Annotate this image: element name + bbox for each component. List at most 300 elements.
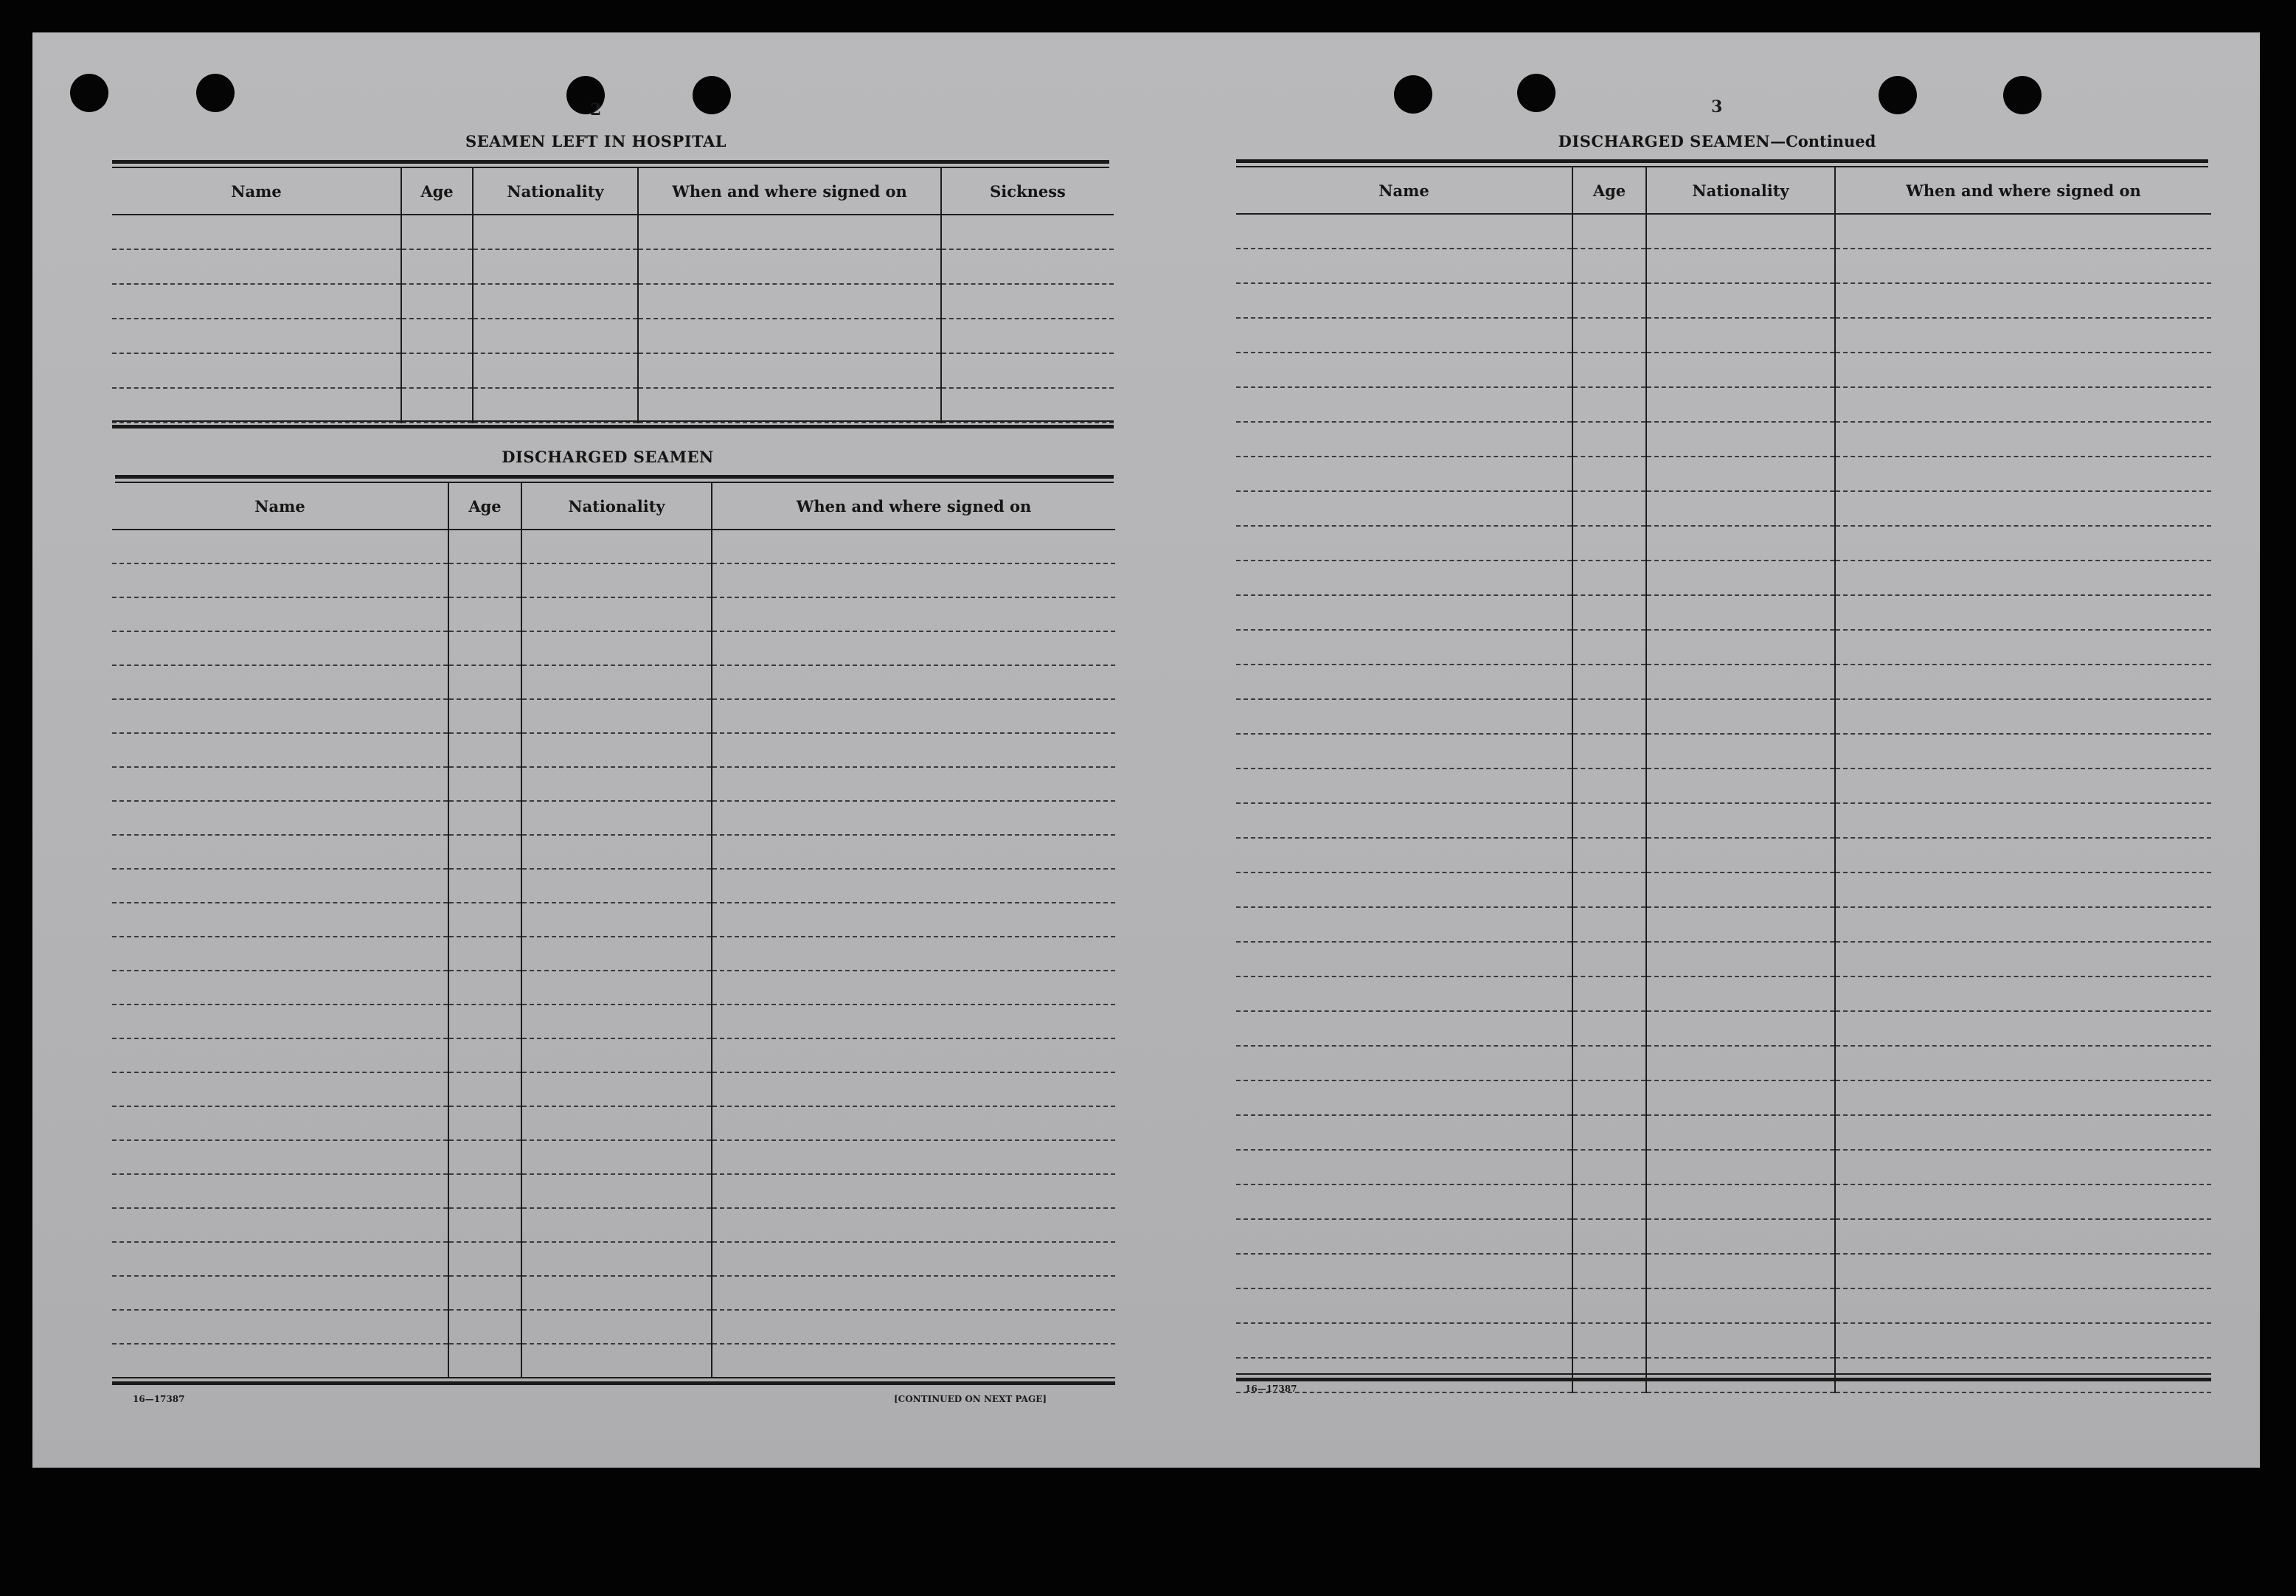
blank-entry-cell[interactable] <box>112 903 448 937</box>
blank-entry-cell[interactable] <box>1572 491 1646 526</box>
blank-entry-cell[interactable] <box>712 1140 1115 1174</box>
blank-entry-cell[interactable] <box>712 801 1115 835</box>
blank-entry-cell[interactable] <box>112 733 448 767</box>
blank-entry-cell[interactable] <box>521 1208 712 1242</box>
blank-entry-cell[interactable] <box>1646 1219 1835 1254</box>
blank-entry-cell[interactable] <box>1835 1358 2211 1392</box>
table-row <box>1236 768 2211 803</box>
blank-entry-cell[interactable] <box>1572 1219 1646 1254</box>
blank-entry-cell[interactable] <box>1835 872 2211 907</box>
blank-entry-cell[interactable] <box>112 215 401 249</box>
blank-entry-cell[interactable] <box>1236 1046 1572 1080</box>
blank-entry-cell[interactable] <box>1572 249 1646 283</box>
blank-entry-cell[interactable] <box>1572 457 1646 491</box>
blank-entry-cell[interactable] <box>1646 803 1835 838</box>
blank-entry-cell[interactable] <box>1236 768 1572 803</box>
blank-entry-cell[interactable] <box>1646 422 1835 457</box>
blank-entry-cell[interactable] <box>1646 1115 1835 1150</box>
blank-entry-cell[interactable] <box>1572 803 1646 838</box>
blank-entry-cell[interactable] <box>1236 1219 1572 1254</box>
blank-entry-cell[interactable] <box>1835 1150 2211 1184</box>
blank-entry-cell[interactable] <box>1236 422 1572 457</box>
blank-entry-cell[interactable] <box>1835 1254 2211 1288</box>
blank-entry-cell[interactable] <box>1646 768 1835 803</box>
blank-entry-cell[interactable] <box>1572 1288 1646 1323</box>
table-row <box>1236 283 2211 318</box>
blank-entry-cell[interactable] <box>1236 976 1572 1011</box>
blank-entry-cell[interactable] <box>112 971 448 1005</box>
blank-entry-cell[interactable] <box>712 1242 1115 1276</box>
blank-entry-cell[interactable] <box>1236 526 1572 561</box>
blank-entry-cell[interactable] <box>401 284 473 319</box>
blank-entry-cell[interactable] <box>521 1174 712 1208</box>
blank-entry-cell[interactable] <box>112 1072 448 1106</box>
blank-entry-cell[interactable] <box>1835 838 2211 872</box>
blank-entry-cell[interactable] <box>521 1344 712 1378</box>
blank-entry-cell[interactable] <box>401 215 473 249</box>
title-main: DISCHARGED SEAMEN <box>1558 132 1771 150</box>
blank-entry-cell[interactable] <box>1835 907 2211 942</box>
blank-entry-cell[interactable] <box>1835 595 2211 630</box>
blank-entry-cell[interactable] <box>1646 457 1835 491</box>
blank-entry-cell[interactable] <box>1572 872 1646 907</box>
table-row <box>1236 1046 2211 1080</box>
blank-entry-cell[interactable] <box>112 319 401 353</box>
blank-entry-cell[interactable] <box>712 1310 1115 1344</box>
blank-entry-cell[interactable] <box>473 284 638 319</box>
blank-entry-cell[interactable] <box>712 835 1115 869</box>
table-row <box>112 903 1115 937</box>
blank-entry-cell[interactable] <box>712 530 1115 563</box>
blank-entry-cell[interactable] <box>1236 387 1572 422</box>
blank-entry-cell[interactable] <box>1572 665 1646 699</box>
blank-entry-cell[interactable] <box>521 665 712 699</box>
blank-entry-cell[interactable] <box>112 835 448 869</box>
blank-entry-cell[interactable] <box>1572 734 1646 768</box>
blank-entry-cell[interactable] <box>1646 630 1835 665</box>
blank-entry-cell[interactable] <box>1646 907 1835 942</box>
blank-entry-cell[interactable] <box>112 1344 448 1378</box>
blank-entry-cell[interactable] <box>112 869 448 903</box>
blank-entry-cell[interactable] <box>112 1208 448 1242</box>
blank-entry-cell[interactable] <box>448 903 521 937</box>
blank-entry-cell[interactable] <box>1646 1254 1835 1288</box>
blank-entry-cell[interactable] <box>638 353 941 388</box>
blank-entry-cell[interactable] <box>521 1276 712 1310</box>
blank-entry-cell[interactable] <box>638 215 941 249</box>
blank-entry-cell[interactable] <box>521 835 712 869</box>
blank-entry-cell[interactable] <box>1835 422 2211 457</box>
blank-entry-cell[interactable] <box>1236 595 1572 630</box>
blank-entry-cell[interactable] <box>448 665 521 699</box>
blank-entry-cell[interactable] <box>712 1344 1115 1378</box>
blank-entry-cell[interactable] <box>112 249 401 284</box>
blank-entry-cell[interactable] <box>712 563 1115 597</box>
blank-entry-cell[interactable] <box>521 733 712 767</box>
blank-entry-cell[interactable] <box>1236 734 1572 768</box>
blank-entry-cell[interactable] <box>448 937 521 971</box>
blank-entry-cell[interactable] <box>1835 665 2211 699</box>
blank-entry-cell[interactable] <box>1835 1323 2211 1358</box>
blank-entry-cell[interactable] <box>1835 1288 2211 1323</box>
blank-entry-cell[interactable] <box>638 284 941 319</box>
blank-entry-cell[interactable] <box>1236 561 1572 595</box>
blank-entry-cell[interactable] <box>112 767 448 801</box>
table-row <box>1236 353 2211 387</box>
blank-entry-cell[interactable] <box>638 388 941 423</box>
blank-entry-cell[interactable] <box>712 1174 1115 1208</box>
blank-entry-cell[interactable] <box>1236 907 1572 942</box>
blank-entry-cell[interactable] <box>448 1208 521 1242</box>
blank-entry-cell[interactable] <box>712 733 1115 767</box>
blank-entry-cell[interactable] <box>1646 214 1835 249</box>
blank-entry-cell[interactable] <box>521 971 712 1005</box>
blank-entry-cell[interactable] <box>448 733 521 767</box>
blank-entry-cell[interactable] <box>1646 976 1835 1011</box>
blank-entry-cell[interactable] <box>712 1106 1115 1140</box>
blank-entry-cell[interactable] <box>712 1208 1115 1242</box>
blank-entry-cell[interactable] <box>448 699 521 733</box>
blank-entry-cell[interactable] <box>521 1140 712 1174</box>
blank-entry-cell[interactable] <box>1572 595 1646 630</box>
table-row <box>112 1005 1115 1038</box>
blank-entry-cell[interactable] <box>712 971 1115 1005</box>
table-row <box>112 1344 1115 1378</box>
blank-entry-cell[interactable] <box>1835 942 2211 976</box>
column-header: When and where signed on <box>638 168 941 215</box>
blank-entry-cell[interactable] <box>1835 214 2211 249</box>
blank-entry-cell[interactable] <box>1236 699 1572 734</box>
blank-entry-cell[interactable] <box>1835 734 2211 768</box>
blank-entry-cell[interactable] <box>473 353 638 388</box>
blank-entry-cell[interactable] <box>1572 1011 1646 1046</box>
blank-entry-cell[interactable] <box>1835 1219 2211 1254</box>
blank-entry-cell[interactable] <box>1236 1288 1572 1323</box>
blank-entry-cell[interactable] <box>1572 630 1646 665</box>
column-header: Sickness <box>941 168 1114 215</box>
blank-entry-cell[interactable] <box>473 319 638 353</box>
blank-entry-cell[interactable] <box>401 249 473 284</box>
blank-entry-cell[interactable] <box>638 319 941 353</box>
table-row <box>112 665 1115 699</box>
blank-entry-cell[interactable] <box>521 869 712 903</box>
blank-entry-cell[interactable] <box>112 1106 448 1140</box>
blank-entry-cell[interactable] <box>1572 942 1646 976</box>
form-code: 16—17387 <box>1245 1384 1297 1394</box>
blank-entry-cell[interactable] <box>448 1106 521 1140</box>
blank-entry-cell[interactable] <box>1835 803 2211 838</box>
blank-entry-cell[interactable] <box>1646 699 1835 734</box>
blank-entry-cell[interactable] <box>712 767 1115 801</box>
blank-entry-cell[interactable] <box>112 1310 448 1344</box>
blank-entry-cell[interactable] <box>712 869 1115 903</box>
blank-entry-cell[interactable] <box>712 1038 1115 1072</box>
blank-entry-cell[interactable] <box>448 1310 521 1344</box>
blank-entry-cell[interactable] <box>1236 318 1572 353</box>
blank-entry-cell[interactable] <box>1646 1080 1835 1115</box>
blank-entry-cell[interactable] <box>1236 1150 1572 1184</box>
blank-entry-cell[interactable] <box>1835 526 2211 561</box>
blank-entry-cell[interactable] <box>1646 526 1835 561</box>
blank-entry-cell[interactable] <box>941 319 1114 353</box>
blank-entry-cell[interactable] <box>712 597 1115 631</box>
blank-entry-cell[interactable] <box>1646 318 1835 353</box>
blank-entry-cell[interactable] <box>448 1005 521 1038</box>
blank-entry-cell[interactable] <box>1236 803 1572 838</box>
blank-entry-cell[interactable] <box>1835 976 2211 1011</box>
table-row <box>1236 942 2211 976</box>
blank-entry-cell[interactable] <box>1646 561 1835 595</box>
blank-entry-cell[interactable] <box>1646 942 1835 976</box>
blank-entry-cell[interactable] <box>112 530 448 563</box>
blank-entry-cell[interactable] <box>112 1242 448 1276</box>
blank-entry-cell[interactable] <box>1236 491 1572 526</box>
blank-entry-cell[interactable] <box>521 1038 712 1072</box>
blank-entry-cell[interactable] <box>1572 1323 1646 1358</box>
blank-entry-cell[interactable] <box>448 1242 521 1276</box>
blank-entry-cell[interactable] <box>112 563 448 597</box>
blank-entry-cell[interactable] <box>1835 387 2211 422</box>
blank-entry-cell[interactable] <box>448 1140 521 1174</box>
blank-entry-cell[interactable] <box>1835 768 2211 803</box>
blank-entry-cell[interactable] <box>448 1072 521 1106</box>
blank-entry-cell[interactable] <box>712 665 1115 699</box>
blank-entry-cell[interactable] <box>1236 1080 1572 1115</box>
blank-entry-cell[interactable] <box>473 215 638 249</box>
blank-entry-cell[interactable] <box>1572 1080 1646 1115</box>
blank-entry-cell[interactable] <box>1572 976 1646 1011</box>
blank-entry-cell[interactable] <box>112 1276 448 1310</box>
blank-entry-cell[interactable] <box>1646 872 1835 907</box>
blank-entry-cell[interactable] <box>521 1242 712 1276</box>
blank-entry-cell[interactable] <box>112 1140 448 1174</box>
blank-entry-cell[interactable] <box>112 597 448 631</box>
blank-entry-cell[interactable] <box>1572 561 1646 595</box>
blank-entry-cell[interactable] <box>1646 1288 1835 1323</box>
blank-entry-cell[interactable] <box>1572 907 1646 942</box>
blank-entry-cell[interactable] <box>448 1344 521 1378</box>
blank-entry-cell[interactable] <box>448 597 521 631</box>
blank-entry-cell[interactable] <box>1236 1323 1572 1358</box>
blank-entry-cell[interactable] <box>112 937 448 971</box>
blank-entry-cell[interactable] <box>1236 1115 1572 1150</box>
blank-entry-cell[interactable] <box>112 631 448 665</box>
blank-entry-cell[interactable] <box>1572 838 1646 872</box>
blank-entry-cell[interactable] <box>1572 1150 1646 1184</box>
blank-entry-cell[interactable] <box>1572 768 1646 803</box>
blank-entry-cell[interactable] <box>1572 1046 1646 1080</box>
blank-entry-cell[interactable] <box>448 835 521 869</box>
blank-entry-cell[interactable] <box>1572 1115 1646 1150</box>
blank-entry-cell[interactable] <box>1835 630 2211 665</box>
blank-entry-cell[interactable] <box>1236 1254 1572 1288</box>
blank-entry-cell[interactable] <box>1835 561 2211 595</box>
blank-entry-cell[interactable] <box>1646 1150 1835 1184</box>
table-row <box>1236 1358 2211 1392</box>
blank-entry-cell[interactable] <box>1646 1358 1835 1392</box>
blank-entry-cell[interactable] <box>521 563 712 597</box>
rule <box>112 425 1114 429</box>
blank-entry-cell[interactable] <box>1572 1358 1646 1392</box>
blank-entry-cell[interactable] <box>448 631 521 665</box>
blank-entry-cell[interactable] <box>1835 1011 2211 1046</box>
column-header: Name <box>1236 167 1572 214</box>
blank-entry-cell[interactable] <box>448 1276 521 1310</box>
blank-entry-cell[interactable] <box>448 801 521 835</box>
blank-entry-cell[interactable] <box>1835 457 2211 491</box>
blank-entry-cell[interactable] <box>1236 249 1572 283</box>
blank-entry-cell[interactable] <box>1646 491 1835 526</box>
blank-entry-cell[interactable] <box>941 388 1114 423</box>
column-header: Nationality <box>473 168 638 215</box>
blank-entry-cell[interactable] <box>941 284 1114 319</box>
right-page <box>1146 32 2260 1468</box>
blank-entry-cell[interactable] <box>112 699 448 733</box>
blank-entry-cell[interactable] <box>521 597 712 631</box>
form-code: 16—17387 <box>133 1394 185 1404</box>
blank-entry-cell[interactable] <box>521 767 712 801</box>
blank-entry-cell[interactable] <box>1646 249 1835 283</box>
blank-entry-cell[interactable] <box>112 388 401 423</box>
blank-entry-cell[interactable] <box>1646 387 1835 422</box>
blank-entry-cell[interactable] <box>1572 283 1646 318</box>
table-row <box>1236 630 2211 665</box>
blank-entry-cell[interactable] <box>1835 699 2211 734</box>
blank-entry-cell[interactable] <box>401 353 473 388</box>
blank-entry-cell[interactable] <box>1572 1254 1646 1288</box>
blank-entry-cell[interactable] <box>521 1106 712 1140</box>
blank-entry-cell[interactable] <box>712 1276 1115 1310</box>
blank-entry-cell[interactable] <box>521 801 712 835</box>
blank-entry-cell[interactable] <box>448 530 521 563</box>
blank-entry-cell[interactable] <box>1646 283 1835 318</box>
table-row <box>1236 595 2211 630</box>
blank-entry-cell[interactable] <box>1646 1323 1835 1358</box>
table-row <box>1236 1150 2211 1184</box>
blank-entry-cell[interactable] <box>1646 353 1835 387</box>
blank-entry-cell[interactable] <box>712 631 1115 665</box>
blank-entry-cell[interactable] <box>638 249 941 284</box>
blank-entry-cell[interactable] <box>448 869 521 903</box>
column-header: When and where signed on <box>1835 167 2211 214</box>
blank-entry-cell[interactable] <box>448 563 521 597</box>
blank-entry-cell[interactable] <box>1572 387 1646 422</box>
blank-entry-cell[interactable] <box>941 353 1114 388</box>
blank-entry-cell[interactable] <box>521 631 712 665</box>
rule <box>112 1381 1115 1385</box>
blank-entry-cell[interactable] <box>1236 1184 1572 1219</box>
blank-entry-cell[interactable] <box>1835 491 2211 526</box>
blank-entry-cell[interactable] <box>1646 665 1835 699</box>
blank-entry-cell[interactable] <box>1646 595 1835 630</box>
table-row <box>112 733 1115 767</box>
column-header: Age <box>401 168 473 215</box>
table-row <box>112 215 1114 249</box>
blank-entry-cell[interactable] <box>1646 1184 1835 1219</box>
blank-entry-cell[interactable] <box>521 937 712 971</box>
blank-entry-cell[interactable] <box>712 903 1115 937</box>
blank-entry-cell[interactable] <box>401 388 473 423</box>
blank-entry-cell[interactable] <box>448 1174 521 1208</box>
table-row <box>1236 1184 2211 1219</box>
blank-entry-cell[interactable] <box>1572 1184 1646 1219</box>
blank-entry-cell[interactable] <box>112 665 448 699</box>
blank-entry-cell[interactable] <box>112 1005 448 1038</box>
title-suffix: —Continued <box>1770 132 1876 150</box>
blank-entry-cell[interactable] <box>1835 283 2211 318</box>
blank-entry-cell[interactable] <box>1572 526 1646 561</box>
blank-entry-cell[interactable] <box>1236 942 1572 976</box>
blank-entry-cell[interactable] <box>1572 214 1646 249</box>
blank-entry-cell[interactable] <box>473 249 638 284</box>
blank-entry-cell[interactable] <box>941 215 1114 249</box>
column-header: Nationality <box>1646 167 1835 214</box>
blank-entry-cell[interactable] <box>112 284 401 319</box>
blank-entry-cell[interactable] <box>1572 353 1646 387</box>
blank-entry-cell[interactable] <box>521 1005 712 1038</box>
blank-entry-cell[interactable] <box>1835 353 2211 387</box>
blank-entry-cell[interactable] <box>1835 249 2211 283</box>
blank-entry-cell[interactable] <box>112 1174 448 1208</box>
blank-entry-cell[interactable] <box>1236 872 1572 907</box>
blank-entry-cell[interactable] <box>1646 1046 1835 1080</box>
table-row <box>1236 665 2211 699</box>
blank-entry-cell[interactable] <box>112 801 448 835</box>
blank-entry-cell[interactable] <box>1236 214 1572 249</box>
blank-entry-cell[interactable] <box>1572 318 1646 353</box>
blank-entry-cell[interactable] <box>521 530 712 563</box>
blank-entry-cell[interactable] <box>1835 318 2211 353</box>
blank-entry-cell[interactable] <box>1572 699 1646 734</box>
blank-entry-cell[interactable] <box>1572 422 1646 457</box>
blank-entry-cell[interactable] <box>1835 1046 2211 1080</box>
blank-entry-cell[interactable] <box>112 353 401 388</box>
blank-entry-cell[interactable] <box>1236 457 1572 491</box>
blank-entry-cell[interactable] <box>1835 1184 2211 1219</box>
blank-entry-cell[interactable] <box>401 319 473 353</box>
blank-entry-cell[interactable] <box>1646 1011 1835 1046</box>
blank-entry-cell[interactable] <box>1835 1080 2211 1115</box>
blank-entry-cell[interactable] <box>473 388 638 423</box>
blank-entry-cell[interactable] <box>712 699 1115 733</box>
table-row <box>1236 1115 2211 1150</box>
blank-entry-cell[interactable] <box>1236 630 1572 665</box>
blank-entry-cell[interactable] <box>1236 283 1572 318</box>
blank-entry-cell[interactable] <box>712 937 1115 971</box>
blank-entry-cell[interactable] <box>521 1072 712 1106</box>
table-row <box>1236 214 2211 249</box>
blank-entry-cell[interactable] <box>448 1038 521 1072</box>
blank-entry-cell[interactable] <box>521 699 712 733</box>
blank-entry-cell[interactable] <box>941 249 1114 284</box>
blank-entry-cell[interactable] <box>1236 665 1572 699</box>
blank-entry-cell[interactable] <box>521 1310 712 1344</box>
blank-entry-cell[interactable] <box>1236 353 1572 387</box>
blank-entry-cell[interactable] <box>712 1005 1115 1038</box>
blank-entry-cell[interactable] <box>1236 1011 1572 1046</box>
blank-entry-cell[interactable] <box>1835 1115 2211 1150</box>
table-row <box>112 563 1115 597</box>
blank-entry-cell[interactable] <box>521 903 712 937</box>
blank-entry-cell[interactable] <box>448 767 521 801</box>
column-header: Name <box>112 483 448 530</box>
blank-entry-cell[interactable] <box>448 971 521 1005</box>
blank-entry-cell[interactable] <box>1646 734 1835 768</box>
blank-entry-cell[interactable] <box>1646 838 1835 872</box>
blank-entry-cell[interactable] <box>712 1072 1115 1106</box>
blank-entry-cell[interactable] <box>112 1038 448 1072</box>
blank-entry-cell[interactable] <box>1236 838 1572 872</box>
